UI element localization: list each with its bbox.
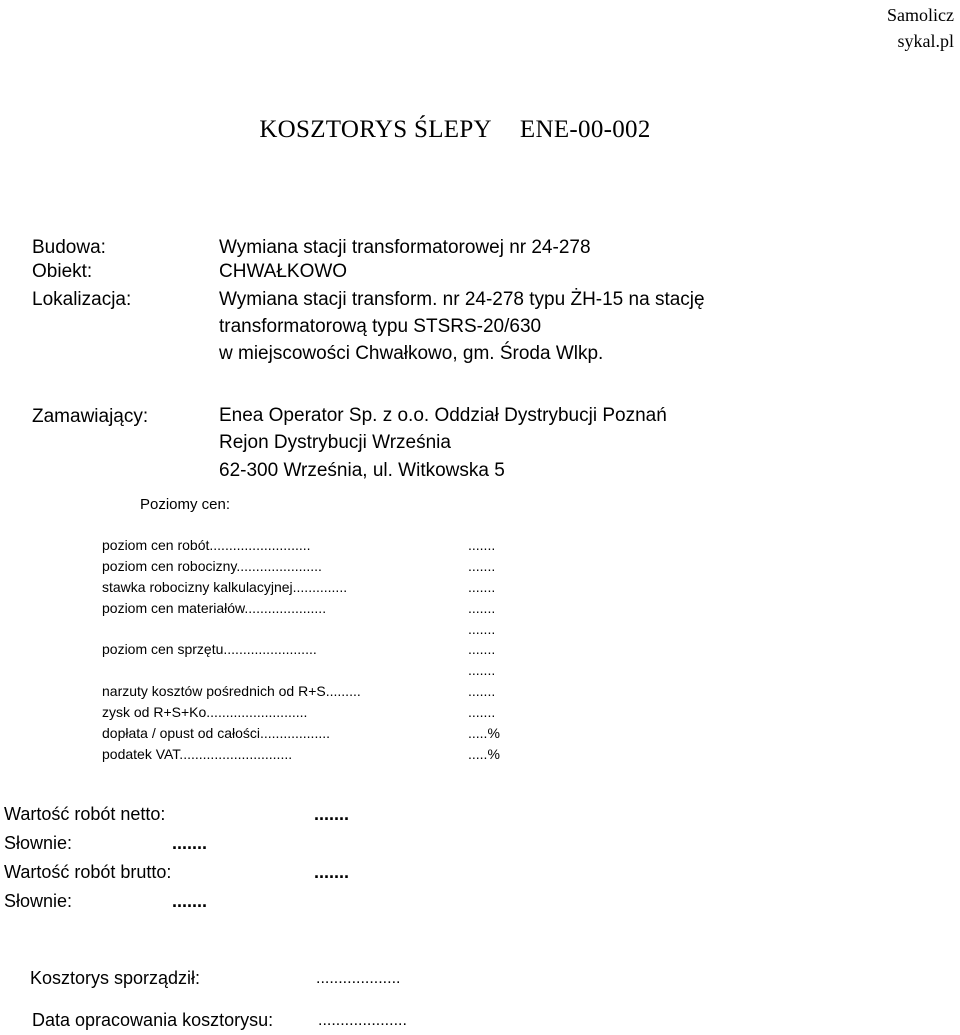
corner-line-1: Samolicz: [887, 5, 954, 25]
level-value: .......: [468, 537, 496, 553]
sporzadzil-value: ...................: [316, 970, 401, 987]
page-title: [0, 116, 910, 144]
lokalizacja-line-2: transformatorową typu STSRS-20/630: [219, 316, 542, 337]
budowa-label: Budowa:: [32, 237, 106, 258]
brutto-value: .......: [314, 862, 350, 882]
netto-label: Wartość robót netto:: [4, 804, 166, 824]
title-code: ENE-00-002: [519, 116, 651, 143]
lokalizacja-line-3: w miejscowości Chwałkowo, gm. Środa Wlkp.: [219, 343, 604, 364]
level-label: narzuty kosztów pośrednich od R+S.........: [102, 683, 361, 700]
slownie-netto-label: Słownie:: [4, 833, 73, 853]
level-label: podatek VAT.............................: [102, 745, 293, 762]
level-value: .......: [468, 704, 496, 721]
level-value: .......: [468, 641, 496, 658]
brutto-label: Wartość robót brutto:: [4, 862, 172, 882]
slownie-netto-value: .......: [172, 833, 208, 853]
data-opracowania-label: Data opracowania kosztorysu:: [32, 1010, 274, 1030]
slownie-brutto-label: Słownie:: [4, 891, 73, 911]
level-label: poziom cen robót..........................: [102, 537, 311, 553]
level-value: .......: [468, 620, 496, 637]
budowa-value: Wymiana stacji transformatorowej nr 24-278: [219, 237, 591, 258]
zamawiajacy-line-1: Enea Operator Sp. z o.o. Oddział Dystrybucji Poznań: [219, 405, 667, 426]
level-value: .......: [468, 683, 496, 700]
level-label: stawka robocizny kalkulacyjnej..............: [102, 578, 348, 595]
zamawiajacy-line-3: 62-300 Września, ul. Witkowska 5: [219, 460, 505, 481]
netto-value: .......: [314, 804, 350, 824]
corner-note: [887, 2, 954, 54]
lokalizacja-label: Lokalizacja:: [32, 289, 132, 310]
level-label: zysk od R+S+Ko..........................: [102, 704, 308, 721]
level-label: poziom cen sprzętu........................: [102, 641, 317, 658]
level-value: .......: [468, 578, 496, 595]
level-label: poziom cen materiałów.....................: [102, 599, 327, 616]
level-label: poziom cen robocizny......................: [102, 557, 322, 574]
zamawiajacy-line-2: Rejon Dystrybucji Września: [219, 432, 451, 453]
lokalizacja-line-1: Wymiana stacji transform. nr 24-278 typu ŻH-15 na stację: [219, 289, 705, 310]
level-value: .......: [468, 557, 496, 574]
corner-line-2: sykal.pl: [897, 31, 954, 51]
data-opracowania-value: ....................: [318, 1012, 407, 1029]
level-value: .....%: [468, 745, 500, 762]
level-value: .......: [468, 599, 496, 616]
levels-heading: Poziomy cen:: [140, 496, 231, 513]
level-value: .......: [468, 662, 496, 679]
sporzadzil-label: Kosztorys sporządził:: [30, 968, 201, 988]
title-main: KOSZTORYS ŚLEPY: [259, 116, 492, 143]
slownie-brutto-value: .......: [172, 891, 208, 911]
obiekt-label: Obiekt:: [32, 261, 93, 282]
zamawiajacy-label: Zamawiający:: [32, 406, 149, 427]
obiekt-value: CHWAŁKOWO: [219, 261, 348, 282]
level-value: .....%: [468, 725, 500, 742]
level-label: dopłata / opust od całości..................: [102, 725, 331, 742]
